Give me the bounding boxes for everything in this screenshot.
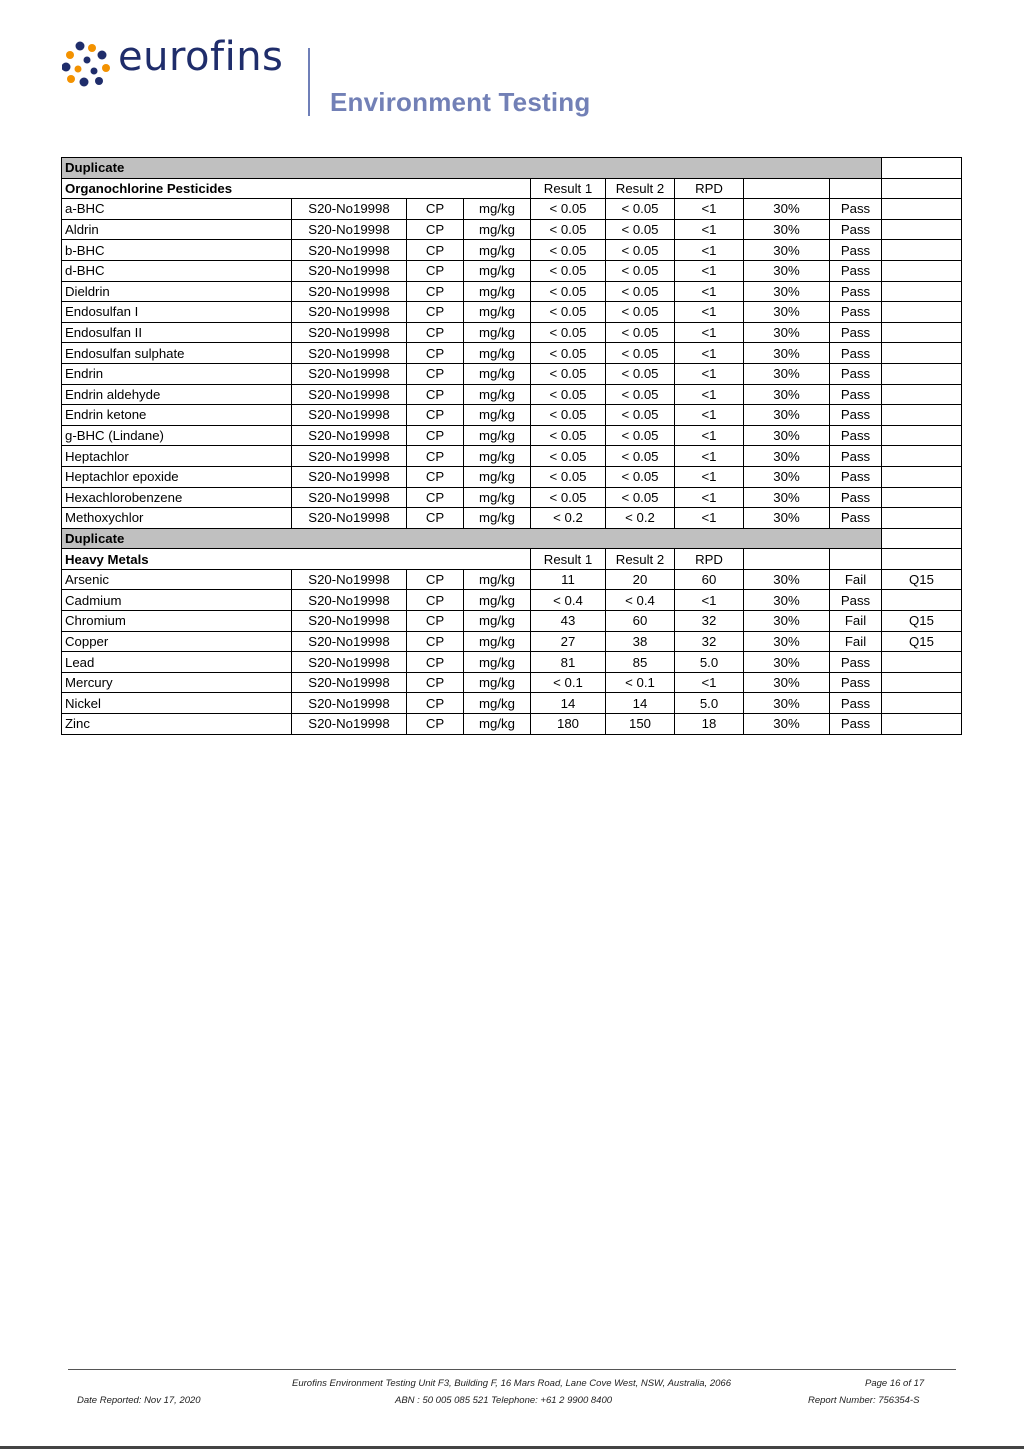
units-cell: mg/kg xyxy=(464,260,531,281)
table-row xyxy=(62,405,962,426)
result2-cell: < 0.05 xyxy=(606,405,675,426)
sample-id-cell: S20-No19998 xyxy=(292,652,407,673)
result1-cell: 180 xyxy=(531,714,606,735)
sample-id-cell: S20-No19998 xyxy=(292,199,407,220)
result2-cell: < 0.05 xyxy=(606,384,675,405)
rpd-cell: 18 xyxy=(675,714,744,735)
rpd-cell: 5.0 xyxy=(675,652,744,673)
source-cell: CP xyxy=(407,508,464,529)
source-cell: CP xyxy=(407,240,464,261)
analyte-cell: Dieldrin xyxy=(62,281,292,302)
pass-fail-cell: Pass xyxy=(830,322,882,343)
table-row xyxy=(62,569,962,590)
table-row xyxy=(62,714,962,735)
units-cell: mg/kg xyxy=(464,425,531,446)
acceptance-limit-cell: 30% xyxy=(744,343,830,364)
rpd-cell: <1 xyxy=(675,672,744,693)
rpd-cell: <1 xyxy=(675,199,744,220)
rpd-cell: <1 xyxy=(675,425,744,446)
result2-cell: < 0.05 xyxy=(606,363,675,384)
column-header-result1: Result 1 xyxy=(531,549,606,570)
table-row xyxy=(62,363,962,384)
sample-id-cell: S20-No19998 xyxy=(292,405,407,426)
rpd-cell: 60 xyxy=(675,569,744,590)
result1-cell: < 0.05 xyxy=(531,487,606,508)
section-subtitle: Heavy Metals xyxy=(62,549,531,570)
column-header-empty xyxy=(744,549,830,570)
pass-fail-cell: Pass xyxy=(830,652,882,673)
qualifier-code-cell xyxy=(882,260,962,281)
units-cell: mg/kg xyxy=(464,466,531,487)
source-cell: CP xyxy=(407,569,464,590)
source-cell: CP xyxy=(407,714,464,735)
result2-cell: 20 xyxy=(606,569,675,590)
source-cell: CP xyxy=(407,466,464,487)
qualifier-code-cell xyxy=(882,425,962,446)
acceptance-limit-cell: 30% xyxy=(744,240,830,261)
units-cell: mg/kg xyxy=(464,405,531,426)
source-cell: CP xyxy=(407,405,464,426)
pass-fail-cell: Pass xyxy=(830,425,882,446)
source-cell: CP xyxy=(407,281,464,302)
qualifier-code-cell xyxy=(882,322,962,343)
acceptance-limit-cell: 30% xyxy=(744,260,830,281)
rpd-cell: <1 xyxy=(675,590,744,611)
sample-id-cell: S20-No19998 xyxy=(292,611,407,632)
pass-fail-cell: Pass xyxy=(830,446,882,467)
acceptance-limit-cell: 30% xyxy=(744,466,830,487)
column-header-rpd: RPD xyxy=(675,178,744,199)
result2-cell: < 0.05 xyxy=(606,302,675,323)
units-cell: mg/kg xyxy=(464,281,531,302)
sample-id-cell: S20-No19998 xyxy=(292,693,407,714)
qualifier-code-cell xyxy=(882,199,962,220)
analyte-cell: Aldrin xyxy=(62,219,292,240)
pass-fail-cell: Fail xyxy=(830,611,882,632)
footer-page-number: Page 16 of 17 xyxy=(865,1378,925,1389)
qualifier-code-cell: Q15 xyxy=(882,611,962,632)
result1-cell: 14 xyxy=(531,693,606,714)
sample-id-cell: S20-No19998 xyxy=(292,260,407,281)
column-header-empty xyxy=(830,178,882,199)
sample-id-cell: S20-No19998 xyxy=(292,281,407,302)
column-header-result1: Result 1 xyxy=(531,178,606,199)
source-cell: CP xyxy=(407,343,464,364)
rpd-cell: <1 xyxy=(675,487,744,508)
sample-id-cell: S20-No19998 xyxy=(292,590,407,611)
acceptance-limit-cell: 30% xyxy=(744,508,830,529)
column-header-result2: Result 2 xyxy=(606,178,675,199)
rpd-cell: <1 xyxy=(675,281,744,302)
source-cell: CP xyxy=(407,384,464,405)
footer-abn: ABN : 50 005 085 521 Telephone: +61 2 9900 8400 xyxy=(395,1395,613,1406)
qualifier-code-cell: Q15 xyxy=(882,631,962,652)
acceptance-limit-cell: 30% xyxy=(744,631,830,652)
section-band-label: Duplicate xyxy=(62,528,882,549)
result2-cell: < 0.05 xyxy=(606,487,675,508)
analyte-cell: Copper xyxy=(62,631,292,652)
analyte-cell: Methoxychlor xyxy=(62,508,292,529)
table-row xyxy=(62,466,962,487)
header-divider xyxy=(308,48,310,116)
acceptance-limit-cell: 30% xyxy=(744,652,830,673)
acceptance-limit-cell: 30% xyxy=(744,302,830,323)
result2-cell: 150 xyxy=(606,714,675,735)
sample-id-cell: S20-No19998 xyxy=(292,240,407,261)
qualifier-code-cell xyxy=(882,446,962,467)
result1-cell: < 0.05 xyxy=(531,446,606,467)
analyte-cell: Nickel xyxy=(62,693,292,714)
sample-id-cell: S20-No19998 xyxy=(292,487,407,508)
rpd-cell: <1 xyxy=(675,302,744,323)
rpd-cell: <1 xyxy=(675,405,744,426)
table-row xyxy=(62,260,962,281)
units-cell: mg/kg xyxy=(464,611,531,632)
qualifier-code-cell xyxy=(882,487,962,508)
analyte-cell: Zinc xyxy=(62,714,292,735)
qualifier-code-cell xyxy=(882,714,962,735)
column-header-result2: Result 2 xyxy=(606,549,675,570)
units-cell: mg/kg xyxy=(464,714,531,735)
acceptance-limit-cell: 30% xyxy=(744,714,830,735)
pass-fail-cell: Pass xyxy=(830,363,882,384)
qualifier-code-cell xyxy=(882,343,962,364)
source-cell: CP xyxy=(407,693,464,714)
rpd-cell: 32 xyxy=(675,611,744,632)
units-cell: mg/kg xyxy=(464,343,531,364)
sample-id-cell: S20-No19998 xyxy=(292,302,407,323)
pass-fail-cell: Pass xyxy=(830,302,882,323)
analyte-cell: Heptachlor xyxy=(62,446,292,467)
table-row xyxy=(62,240,962,261)
rpd-cell: 32 xyxy=(675,631,744,652)
rpd-cell: <1 xyxy=(675,508,744,529)
analyte-cell: b-BHC xyxy=(62,240,292,261)
source-cell: CP xyxy=(407,219,464,240)
qualifier-code-cell xyxy=(882,590,962,611)
analyte-cell: Chromium xyxy=(62,611,292,632)
rpd-cell: <1 xyxy=(675,466,744,487)
units-cell: mg/kg xyxy=(464,569,531,590)
result1-cell: 43 xyxy=(531,611,606,632)
source-cell: CP xyxy=(407,631,464,652)
pass-fail-cell: Pass xyxy=(830,693,882,714)
rpd-cell: <1 xyxy=(675,260,744,281)
table-row xyxy=(62,322,962,343)
source-cell: CP xyxy=(407,199,464,220)
source-cell: CP xyxy=(407,302,464,323)
source-cell: CP xyxy=(407,322,464,343)
division-title: Environment Testing xyxy=(330,87,591,117)
result1-cell: < 0.2 xyxy=(531,508,606,529)
pass-fail-cell: Fail xyxy=(830,569,882,590)
section-subtitle: Organochlorine Pesticides xyxy=(62,178,531,199)
qualifier-code-cell xyxy=(882,219,962,240)
column-header-empty xyxy=(830,549,882,570)
result1-cell: < 0.05 xyxy=(531,322,606,343)
result1-cell: < 0.05 xyxy=(531,281,606,302)
table-row xyxy=(62,281,962,302)
result1-cell: < 0.4 xyxy=(531,590,606,611)
units-cell: mg/kg xyxy=(464,302,531,323)
table-row xyxy=(62,425,962,446)
acceptance-limit-cell: 30% xyxy=(744,363,830,384)
units-cell: mg/kg xyxy=(464,322,531,343)
analyte-cell: Endosulfan I xyxy=(62,302,292,323)
pass-fail-cell: Pass xyxy=(830,240,882,261)
table-row xyxy=(62,487,962,508)
acceptance-limit-cell: 30% xyxy=(744,425,830,446)
pass-fail-cell: Pass xyxy=(830,405,882,426)
footer-report-number: Report Number: 756354-S xyxy=(808,1395,920,1406)
qualifier-code-cell xyxy=(882,363,962,384)
qualifier-code-cell xyxy=(882,384,962,405)
sample-id-cell: S20-No19998 xyxy=(292,343,407,364)
qualifier-code-cell xyxy=(882,508,962,529)
result1-cell: < 0.05 xyxy=(531,466,606,487)
duplicate-results-table xyxy=(61,157,962,735)
units-cell: mg/kg xyxy=(464,363,531,384)
result2-cell: < 0.05 xyxy=(606,343,675,364)
sample-id-cell: S20-No19998 xyxy=(292,672,407,693)
sample-id-cell: S20-No19998 xyxy=(292,384,407,405)
result1-cell: < 0.05 xyxy=(531,384,606,405)
rpd-cell: <1 xyxy=(675,384,744,405)
qualifier-code-cell xyxy=(882,466,962,487)
section-header-row xyxy=(62,549,962,570)
result1-cell: < 0.05 xyxy=(531,240,606,261)
qualifier-code-cell xyxy=(882,672,962,693)
pass-fail-cell: Pass xyxy=(830,281,882,302)
pass-fail-cell: Pass xyxy=(830,199,882,220)
analyte-cell: Heptachlor epoxide xyxy=(62,466,292,487)
column-header-empty xyxy=(882,178,962,199)
analyte-cell: Endrin ketone xyxy=(62,405,292,426)
units-cell: mg/kg xyxy=(464,652,531,673)
rpd-cell: <1 xyxy=(675,322,744,343)
source-cell: CP xyxy=(407,672,464,693)
analyte-cell: d-BHC xyxy=(62,260,292,281)
section-band-row xyxy=(62,528,962,549)
result1-cell: < 0.05 xyxy=(531,425,606,446)
table-row xyxy=(62,199,962,220)
units-cell: mg/kg xyxy=(464,446,531,467)
table-row xyxy=(62,343,962,364)
rpd-cell: <1 xyxy=(675,363,744,384)
source-cell: CP xyxy=(407,652,464,673)
source-cell: CP xyxy=(407,363,464,384)
result2-cell: < 0.05 xyxy=(606,240,675,261)
table-row xyxy=(62,590,962,611)
result2-cell: < 0.1 xyxy=(606,672,675,693)
acceptance-limit-cell: 30% xyxy=(744,322,830,343)
sample-id-cell: S20-No19998 xyxy=(292,508,407,529)
eurofins-logo xyxy=(62,34,302,94)
footer-address: Eurofins Environment Testing Unit F3, Building F, 16 Mars Road, Lane Cove West, NSW, Australia, 2066 xyxy=(292,1378,731,1389)
table-row xyxy=(62,611,962,632)
acceptance-limit-cell: 30% xyxy=(744,199,830,220)
table-row xyxy=(62,446,962,467)
result1-cell: < 0.05 xyxy=(531,405,606,426)
table-row xyxy=(62,302,962,323)
result1-cell: < 0.05 xyxy=(531,219,606,240)
sample-id-cell: S20-No19998 xyxy=(292,569,407,590)
result2-cell: 85 xyxy=(606,652,675,673)
result2-cell: < 0.05 xyxy=(606,281,675,302)
section-band-label: Duplicate xyxy=(62,158,882,179)
pass-fail-cell: Pass xyxy=(830,590,882,611)
result2-cell: 14 xyxy=(606,693,675,714)
result2-cell: < 0.05 xyxy=(606,219,675,240)
acceptance-limit-cell: 30% xyxy=(744,219,830,240)
rpd-cell: <1 xyxy=(675,343,744,364)
result2-cell: < 0.05 xyxy=(606,425,675,446)
units-cell: mg/kg xyxy=(464,219,531,240)
qualifier-code-cell xyxy=(882,302,962,323)
acceptance-limit-cell: 30% xyxy=(744,384,830,405)
result1-cell: 11 xyxy=(531,569,606,590)
sample-id-cell: S20-No19998 xyxy=(292,219,407,240)
analyte-cell: Endosulfan II xyxy=(62,322,292,343)
section-band-empty xyxy=(882,158,962,179)
result1-cell: 81 xyxy=(531,652,606,673)
units-cell: mg/kg xyxy=(464,487,531,508)
source-cell: CP xyxy=(407,425,464,446)
sample-id-cell: S20-No19998 xyxy=(292,631,407,652)
units-cell: mg/kg xyxy=(464,590,531,611)
qualifier-code-cell xyxy=(882,652,962,673)
column-header-empty xyxy=(744,178,830,199)
result1-cell: < 0.05 xyxy=(531,302,606,323)
result2-cell: 38 xyxy=(606,631,675,652)
source-cell: CP xyxy=(407,590,464,611)
brand-name: eurofins xyxy=(118,34,284,80)
footer-rule xyxy=(68,1369,956,1370)
pass-fail-cell: Pass xyxy=(830,466,882,487)
qualifier-code-cell xyxy=(882,693,962,714)
rpd-cell: <1 xyxy=(675,219,744,240)
table-row xyxy=(62,693,962,714)
acceptance-limit-cell: 30% xyxy=(744,672,830,693)
section-band-empty xyxy=(882,528,962,549)
result2-cell: < 0.2 xyxy=(606,508,675,529)
analyte-cell: a-BHC xyxy=(62,199,292,220)
units-cell: mg/kg xyxy=(464,508,531,529)
table-row xyxy=(62,652,962,673)
acceptance-limit-cell: 30% xyxy=(744,611,830,632)
units-cell: mg/kg xyxy=(464,199,531,220)
analyte-cell: Lead xyxy=(62,652,292,673)
acceptance-limit-cell: 30% xyxy=(744,590,830,611)
section-header-row xyxy=(62,178,962,199)
source-cell: CP xyxy=(407,260,464,281)
qualifier-code-cell xyxy=(882,405,962,426)
analyte-cell: Endrin xyxy=(62,363,292,384)
result1-cell: < 0.05 xyxy=(531,199,606,220)
acceptance-limit-cell: 30% xyxy=(744,693,830,714)
analyte-cell: Cadmium xyxy=(62,590,292,611)
acceptance-limit-cell: 30% xyxy=(744,569,830,590)
units-cell: mg/kg xyxy=(464,672,531,693)
result1-cell: < 0.05 xyxy=(531,343,606,364)
sample-id-cell: S20-No19998 xyxy=(292,466,407,487)
sample-id-cell: S20-No19998 xyxy=(292,363,407,384)
source-cell: CP xyxy=(407,487,464,508)
analyte-cell: Endosulfan sulphate xyxy=(62,343,292,364)
result2-cell: < 0.05 xyxy=(606,199,675,220)
rpd-cell: <1 xyxy=(675,240,744,261)
units-cell: mg/kg xyxy=(464,240,531,261)
acceptance-limit-cell: 30% xyxy=(744,487,830,508)
pass-fail-cell: Pass xyxy=(830,260,882,281)
source-cell: CP xyxy=(407,611,464,632)
analyte-cell: Arsenic xyxy=(62,569,292,590)
table-row xyxy=(62,508,962,529)
pass-fail-cell: Pass xyxy=(830,714,882,735)
table-row xyxy=(62,219,962,240)
table-row xyxy=(62,672,962,693)
result2-cell: < 0.05 xyxy=(606,466,675,487)
rpd-cell: <1 xyxy=(675,446,744,467)
section-band-row xyxy=(62,158,962,179)
result1-cell: 27 xyxy=(531,631,606,652)
pass-fail-cell: Pass xyxy=(830,508,882,529)
analyte-cell: g-BHC (Lindane) xyxy=(62,425,292,446)
acceptance-limit-cell: 30% xyxy=(744,405,830,426)
acceptance-limit-cell: 30% xyxy=(744,446,830,467)
sample-id-cell: S20-No19998 xyxy=(292,425,407,446)
result2-cell: 60 xyxy=(606,611,675,632)
source-cell: CP xyxy=(407,446,464,467)
pass-fail-cell: Pass xyxy=(830,343,882,364)
column-header-empty xyxy=(882,549,962,570)
units-cell: mg/kg xyxy=(464,693,531,714)
sample-id-cell: S20-No19998 xyxy=(292,446,407,467)
result2-cell: < 0.05 xyxy=(606,322,675,343)
footer-date-reported: Date Reported: Nov 17, 2020 xyxy=(77,1395,201,1406)
table-row xyxy=(62,631,962,652)
pass-fail-cell: Fail xyxy=(830,631,882,652)
analyte-cell: Mercury xyxy=(62,672,292,693)
result1-cell: < 0.1 xyxy=(531,672,606,693)
result1-cell: < 0.05 xyxy=(531,363,606,384)
rpd-cell: 5.0 xyxy=(675,693,744,714)
pass-fail-cell: Pass xyxy=(830,487,882,508)
result1-cell: < 0.05 xyxy=(531,260,606,281)
pass-fail-cell: Pass xyxy=(830,672,882,693)
pass-fail-cell: Pass xyxy=(830,384,882,405)
result2-cell: < 0.05 xyxy=(606,446,675,467)
qualifier-code-cell xyxy=(882,240,962,261)
analyte-cell: Endrin aldehyde xyxy=(62,384,292,405)
units-cell: mg/kg xyxy=(464,631,531,652)
acceptance-limit-cell: 30% xyxy=(744,281,830,302)
qualifier-code-cell: Q15 xyxy=(882,569,962,590)
column-header-rpd: RPD xyxy=(675,549,744,570)
sample-id-cell: S20-No19998 xyxy=(292,714,407,735)
qualifier-code-cell xyxy=(882,281,962,302)
result2-cell: < 0.4 xyxy=(606,590,675,611)
eurofins-logo-mark xyxy=(62,40,112,88)
units-cell: mg/kg xyxy=(464,384,531,405)
pass-fail-cell: Pass xyxy=(830,219,882,240)
analyte-cell: Hexachlorobenzene xyxy=(62,487,292,508)
table-row xyxy=(62,384,962,405)
sample-id-cell: S20-No19998 xyxy=(292,322,407,343)
result2-cell: < 0.05 xyxy=(606,260,675,281)
